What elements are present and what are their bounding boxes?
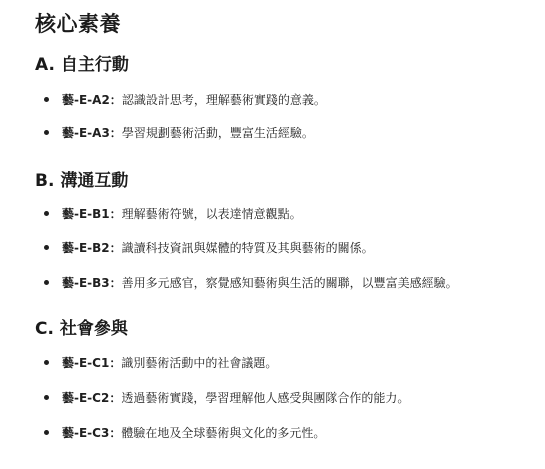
bullet-icon [44, 280, 49, 285]
bullet-icon [44, 360, 49, 365]
list-item [44, 125, 314, 141]
item-code: 藝-E-C3 [62, 426, 110, 440]
item-code: 藝-E-A3 [62, 126, 110, 140]
list-item [44, 206, 302, 222]
item-text: 善用多元感官，察覺感知藝術與生活的關聯，以豐富美感經驗。 [121, 276, 458, 290]
item-separator: ： [109, 126, 122, 140]
bullet-icon [44, 211, 49, 216]
item-code: 藝-E-C2 [62, 391, 110, 405]
section-heading-c: C. 社會參與 [35, 319, 128, 339]
item-code: 藝-E-B2 [62, 241, 110, 255]
item-separator: ： [109, 276, 122, 290]
item-code: 藝-E-C1 [62, 356, 110, 370]
list-item [44, 390, 409, 406]
bullet-icon [44, 245, 49, 250]
item-separator: ： [109, 356, 122, 370]
list-item [44, 425, 325, 441]
list-item [44, 92, 326, 108]
item-code: 藝-E-B3 [62, 276, 110, 290]
item-text: 體驗在地及全球藝術與文化的多元性。 [121, 426, 326, 440]
bullet-icon [44, 97, 49, 102]
item-text: 認識設計思考，理解藝術實踐的意義。 [121, 93, 326, 107]
list-item [44, 355, 277, 371]
bullet-icon [44, 430, 49, 435]
section-heading-b: B. 溝通互動 [35, 171, 129, 191]
page-title: 核心素養 [35, 12, 121, 36]
item-separator: ： [109, 426, 122, 440]
section-heading-a: A. 自主行動 [35, 55, 129, 75]
item-text: 識讀科技資訊與媒體的特質及其與藝術的關係。 [121, 241, 374, 255]
item-separator: ： [109, 241, 122, 255]
item-separator: ： [109, 207, 122, 221]
bullet-icon [44, 395, 49, 400]
item-code: 藝-E-A2 [62, 93, 110, 107]
item-text: 透過藝術實踐，學習理解他人感受與團隊合作的能力。 [121, 391, 410, 405]
item-text: 理解藝術符號，以表達情意觀點。 [121, 207, 302, 221]
item-code: 藝-E-B1 [62, 207, 110, 221]
list-item [44, 275, 458, 291]
bullet-icon [44, 130, 49, 135]
item-text: 識別藝術活動中的社會議題。 [121, 356, 278, 370]
item-separator: ： [109, 93, 122, 107]
item-separator: ： [109, 391, 122, 405]
item-text: 學習規劃藝術活動，豐富生活經驗。 [121, 126, 314, 140]
list-item [44, 240, 374, 256]
